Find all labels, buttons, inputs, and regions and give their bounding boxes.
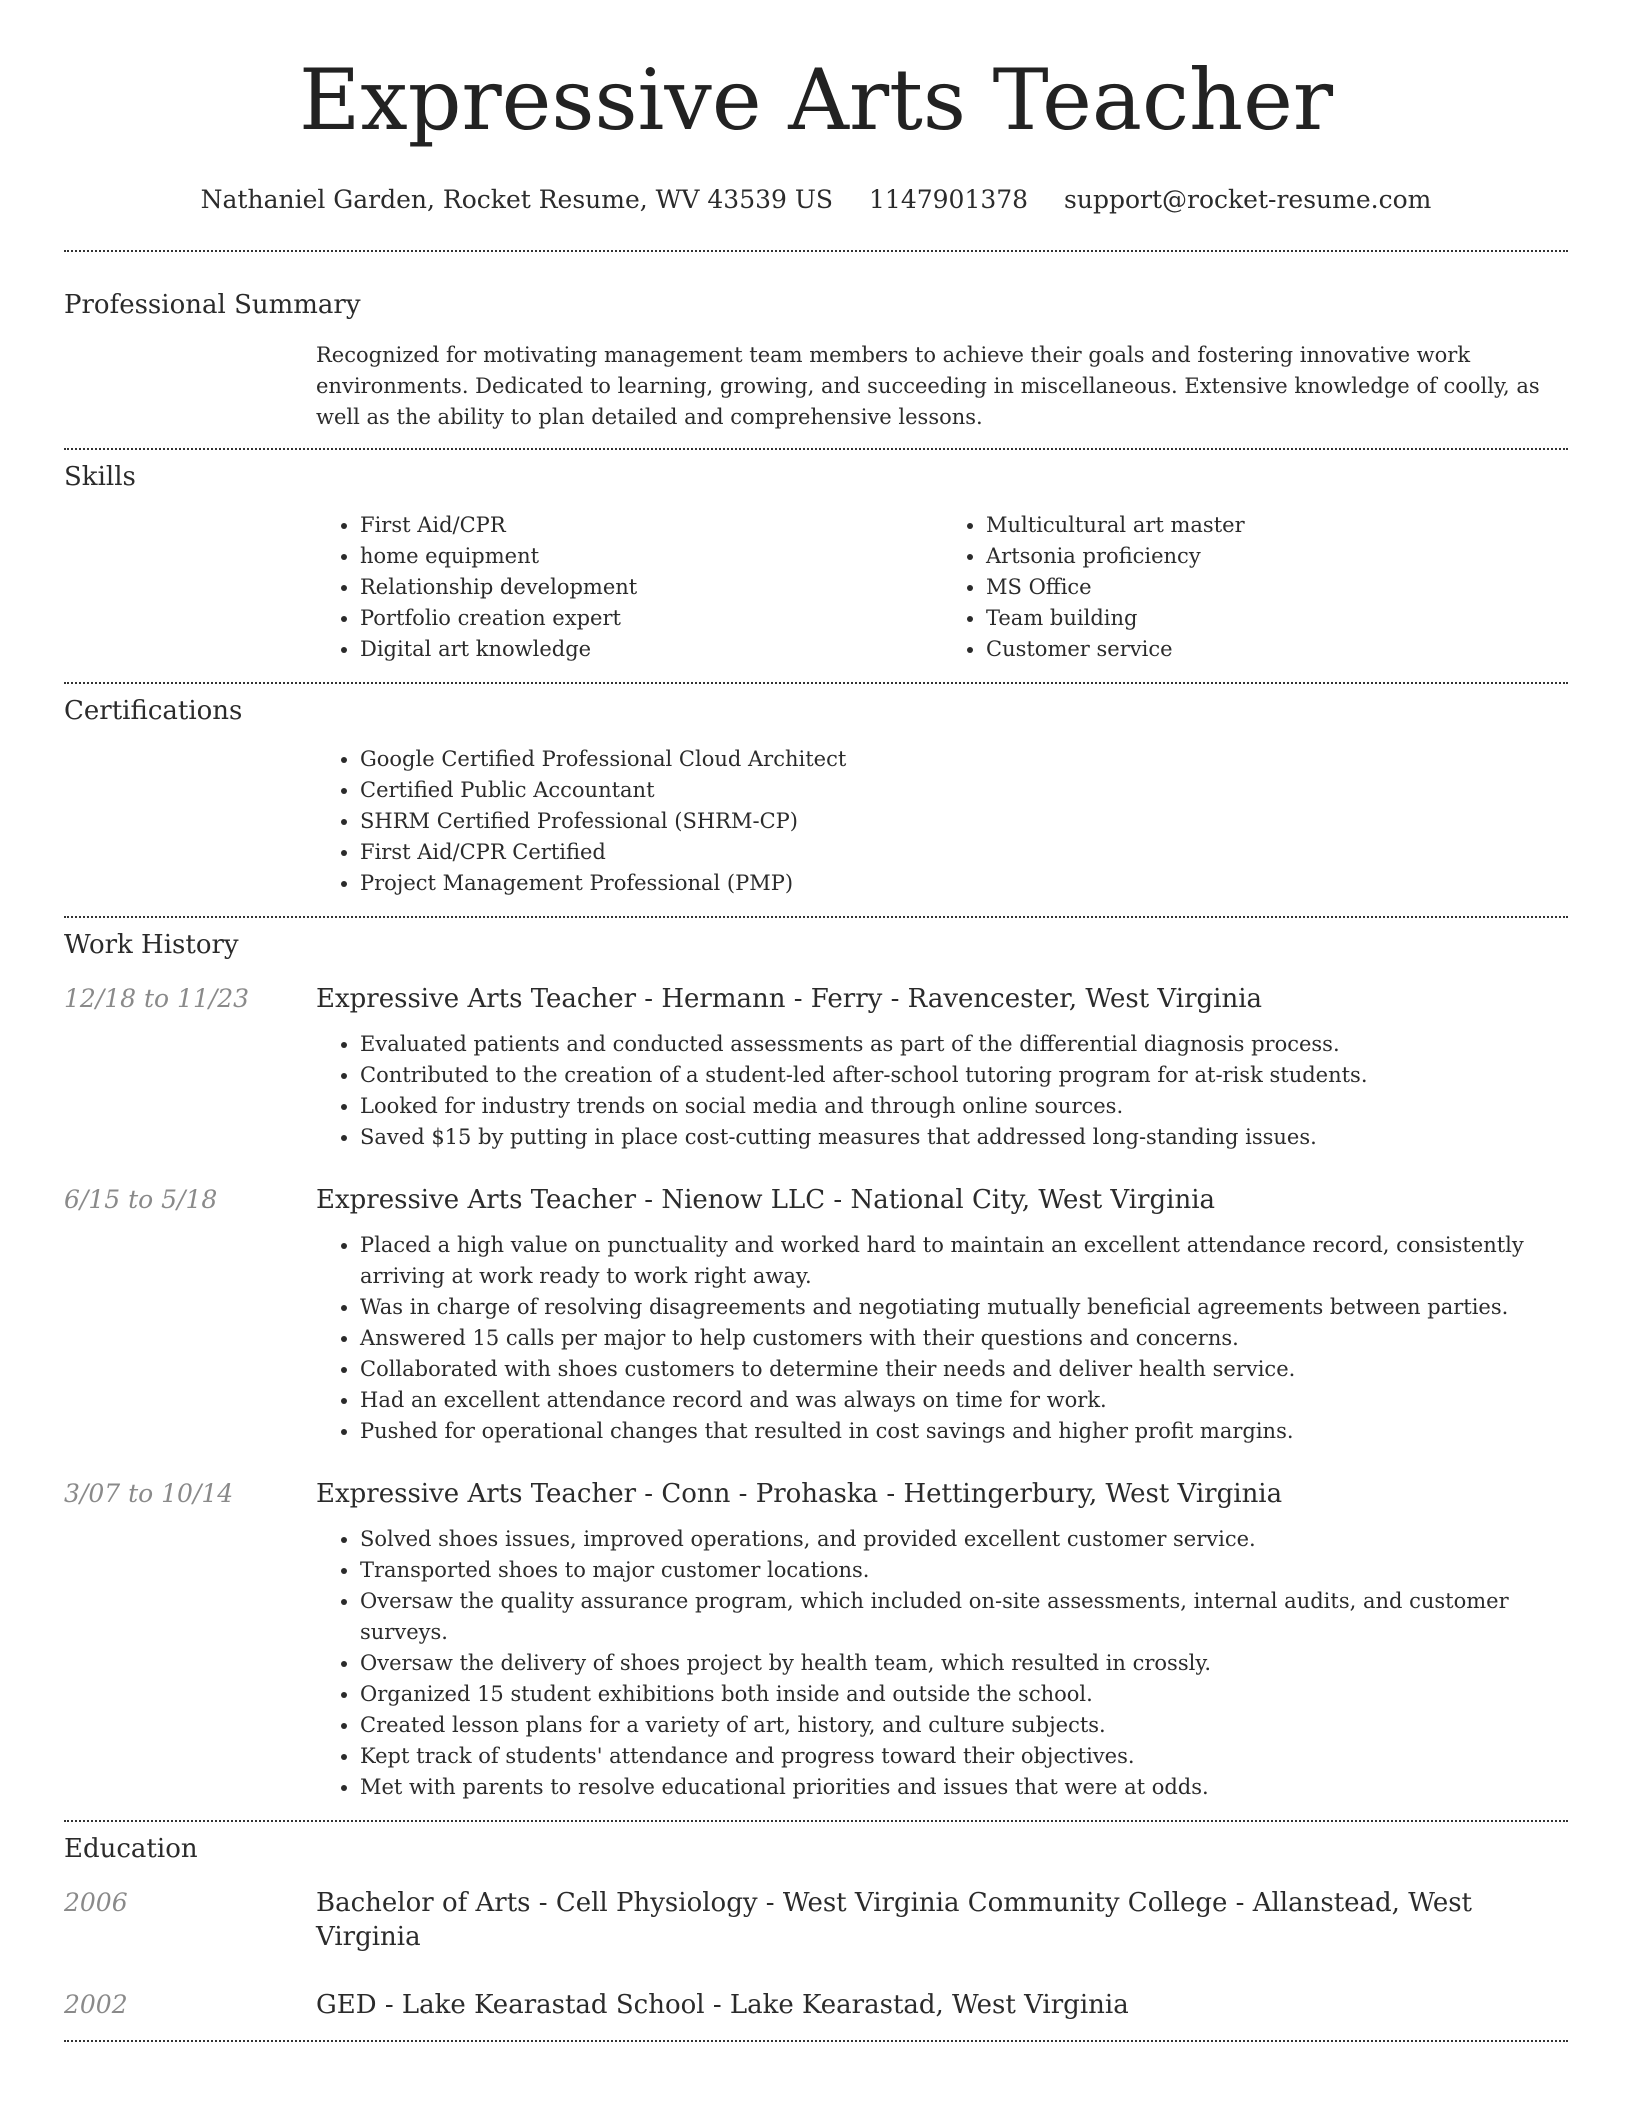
job-dates: 6/15 to 5/18 — [64, 1185, 218, 1214]
job-bullet: • Contributed to the creation of a student-led after-school tutoring program for at-risk students. — [360, 1060, 1568, 1091]
section-title-education: Education — [64, 1834, 198, 1864]
job-title: Expressive Arts Teacher - Nienow LLC - National City, West Virginia — [316, 1185, 1216, 1215]
resume-header — [64, 0, 1568, 216]
skill-item: • Team building — [986, 603, 1568, 634]
job-bullet: • Evaluated patients and conducted assessments as part of the differential diagnosis process. — [360, 1029, 1568, 1060]
skill-item: • Artsonia proficiency — [986, 541, 1568, 572]
contact-address: Nathaniel Garden, Rocket Resume, WV 43539 US — [200, 185, 834, 214]
job-bullet: • Kept track of students' attendance and progress toward their objectives. — [360, 1741, 1568, 1772]
job-bullet: • Met with parents to resolve educational priorities and issues that were at odds. — [360, 1772, 1568, 1803]
job-bullet: • Pushed for operational changes that resulted in cost savings and higher profit margins. — [360, 1416, 1568, 1447]
certifications-body — [316, 744, 1568, 899]
certification-item: • Google Certified Professional Cloud Architect — [360, 744, 1568, 775]
job-header — [64, 1477, 1568, 1511]
job-bullet: • Answered 15 calls per major to help customers with their questions and concerns. — [360, 1323, 1568, 1354]
certification-item: • SHRM Certified Professional (SHRM-CP) — [360, 806, 1568, 837]
contact-phone: 1147901378 — [869, 185, 1029, 214]
job-bullet: • Oversaw the delivery of shoes project by health team, which resulted in crossly. — [360, 1648, 1568, 1679]
job-body — [316, 1524, 1568, 1803]
certification-item: • Project Management Professional (PMP) — [360, 868, 1568, 899]
job-bullet: • Looked for industry trends on social media and through online sources. — [360, 1091, 1568, 1122]
job-bullet: • Placed a high value on punctuality and worked hard to maintain an excellent attendance record, consistently arriving at work ready to work right away. — [360, 1230, 1568, 1292]
education-year: 2002 — [64, 1990, 128, 2019]
job-header — [64, 982, 1568, 1016]
section-title-certifications: Certifications — [64, 696, 243, 726]
divider — [64, 2040, 1568, 2042]
certification-item: • First Aid/CPR Certified — [360, 837, 1568, 868]
skill-item: • home equipment — [360, 541, 942, 572]
job-bullet: • Transported shoes to major customer locations. — [360, 1555, 1568, 1586]
skill-item: • Portfolio creation expert — [360, 603, 942, 634]
contact-email: support@rocket-resume.com — [1064, 185, 1432, 214]
section-title-work: Work History — [64, 930, 239, 960]
education-title: GED - Lake Kearastad School - Lake Kearastad, West Virginia — [316, 1990, 1129, 2020]
skill-item: • MS Office — [986, 572, 1568, 603]
job-bullet: • Collaborated with shoes customers to determine their needs and deliver health service. — [360, 1354, 1568, 1385]
job-bullet: • Created lesson plans for a variety of art, history, and culture subjects. — [360, 1710, 1568, 1741]
section-title-summary: Professional Summary — [64, 290, 361, 320]
job-bullet: • Was in charge of resolving disagreements and negotiating mutually beneficial agreements between parties. — [360, 1292, 1568, 1323]
certifications-list — [316, 744, 1568, 899]
job-bullets — [316, 1524, 1568, 1803]
education-entry — [64, 1988, 1568, 2022]
job-dates: 3/07 to 10/14 — [64, 1479, 234, 1508]
skills-grid — [316, 510, 1568, 665]
job-bullet: • Oversaw the quality assurance program, which included on-site assessments, internal audits, and customer surveys. — [360, 1586, 1568, 1648]
job-title: Expressive Arts Teacher - Hermann - Ferry - Ravencester, West Virginia — [316, 984, 1263, 1014]
summary-text: Recognized for motivating management team members to achieve their goals and fostering innovative work environments. Dedicated to learning, growing, and succeeding in miscellaneous. Extensive knowledge of coolly, as well as the ability to plan detailed and comprehensive lessons. — [316, 343, 1540, 429]
job-title: Expressive Arts Teacher - Conn - Prohaska - Hettingerbury, West Virginia — [316, 1479, 1283, 1509]
skills-list-right — [942, 510, 1568, 665]
certification-item: • Certified Public Accountant — [360, 775, 1568, 806]
skill-item: • Digital art knowledge — [360, 634, 942, 665]
job-body — [316, 1029, 1568, 1153]
job-entry — [64, 1477, 1568, 1803]
section-title-skills: Skills — [64, 462, 136, 492]
job-bullet: • Solved shoes issues, improved operations, and provided excellent customer service. — [360, 1524, 1568, 1555]
job-header — [64, 1183, 1568, 1217]
education-section — [64, 1822, 1568, 2022]
contact-line — [64, 184, 1568, 216]
education-year: 2006 — [64, 1888, 128, 1917]
job-body — [316, 1230, 1568, 1447]
job-entry — [64, 982, 1568, 1153]
summary-section — [64, 252, 1568, 433]
skills-section — [64, 450, 1568, 665]
resume-name: Expressive Arts Teacher — [299, 51, 1333, 149]
skill-item: • Multicultural art master — [986, 510, 1568, 541]
skill-item: • Relationship development — [360, 572, 942, 603]
skill-item: • First Aid/CPR — [360, 510, 942, 541]
work-section — [64, 918, 1568, 1803]
job-bullets — [316, 1230, 1568, 1447]
education-title: Bachelor of Arts - Cell Physiology - West Virginia Community College - Allanstead, West Virginia — [316, 1888, 1472, 1952]
education-entry — [64, 1886, 1568, 1954]
job-bullet: • Saved $15 by putting in place cost-cutting measures that addressed long-standing issues. — [360, 1122, 1568, 1153]
skills-list-left — [316, 510, 942, 665]
job-bullet: • Organized 15 student exhibitions both inside and outside the school. — [360, 1679, 1568, 1710]
job-bullets — [316, 1029, 1568, 1153]
job-entry — [64, 1183, 1568, 1447]
certifications-section — [64, 684, 1568, 899]
job-bullet: • Had an excellent attendance record and was always on time for work. — [360, 1385, 1568, 1416]
skill-item: • Customer service — [986, 634, 1568, 665]
job-dates: 12/18 to 11/23 — [64, 984, 250, 1013]
